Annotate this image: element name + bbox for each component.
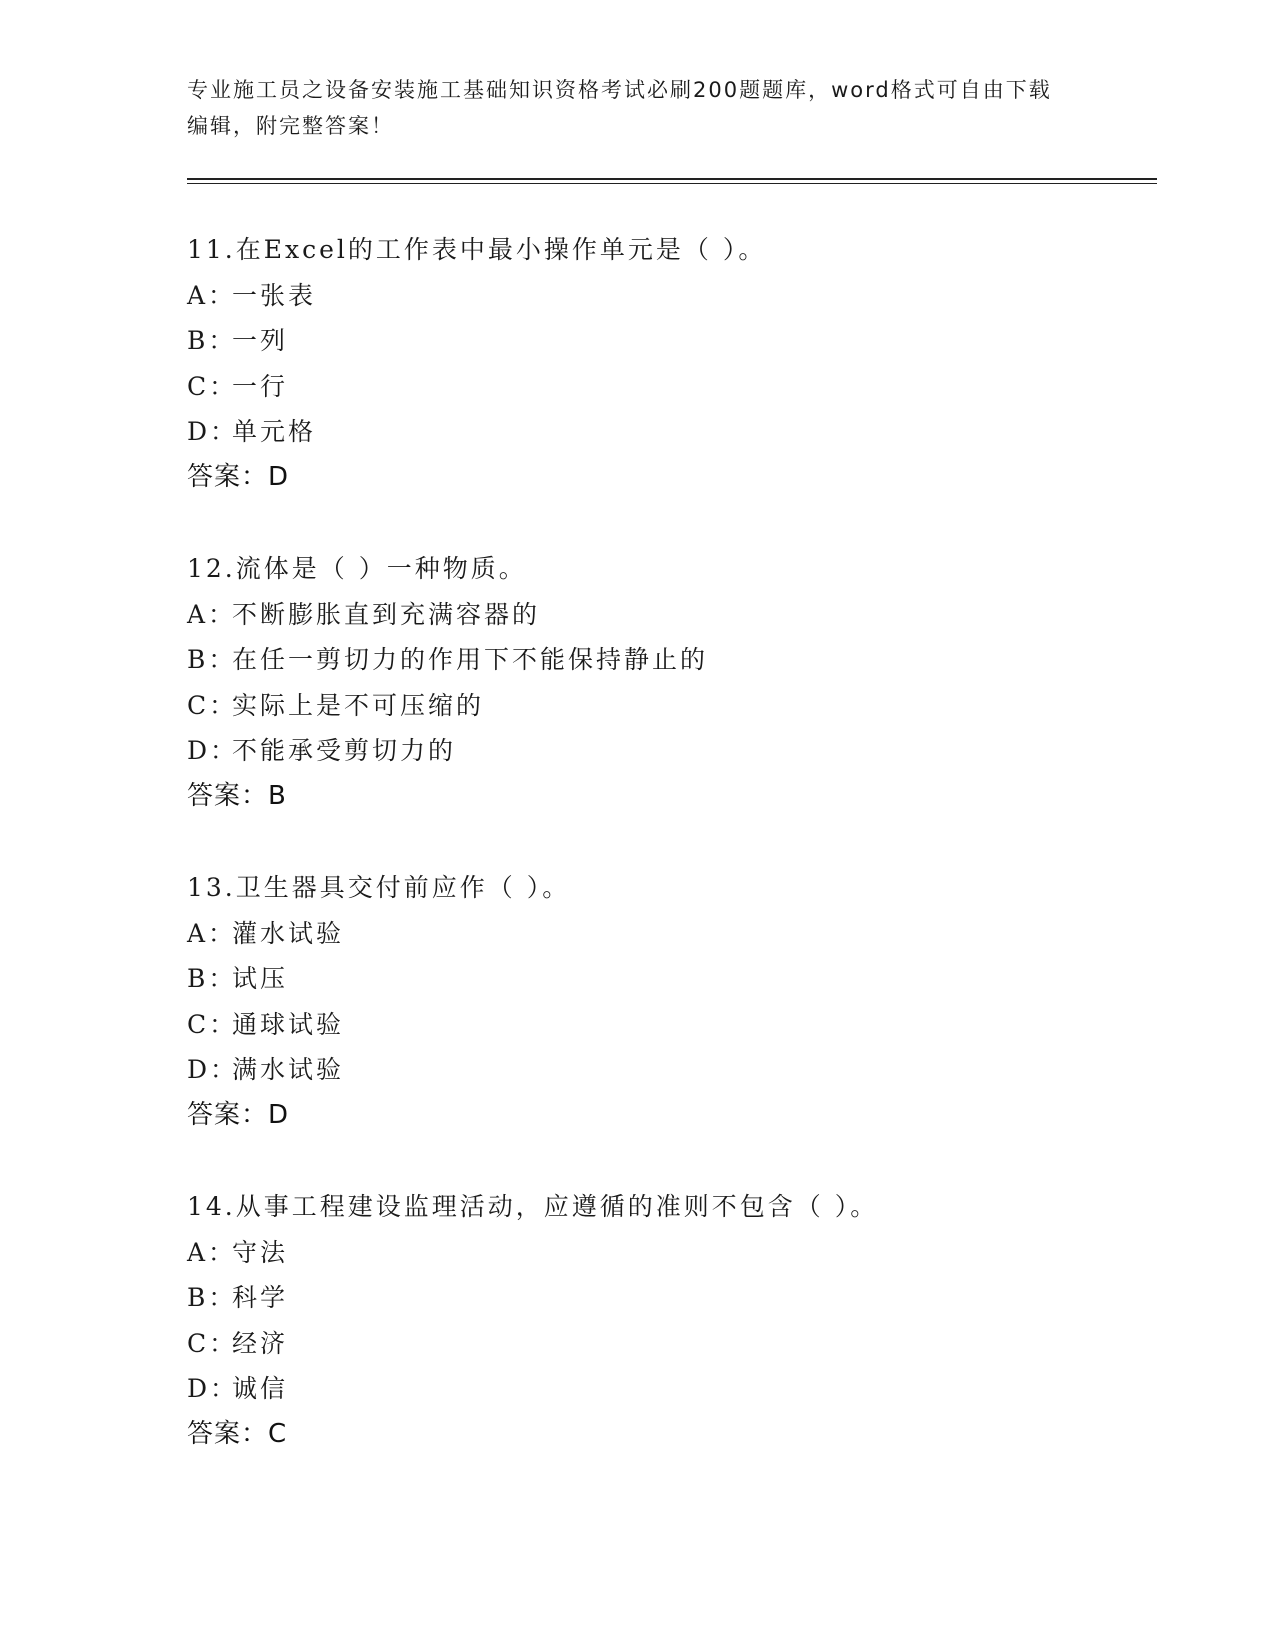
document-header: 专业施工员之设备安装施工基础知识资格考试必刷200题题库，word格式可自由下载编辑，附完整答案！	[187, 78, 1052, 138]
option-a	[187, 273, 1187, 319]
option-c	[187, 683, 1187, 729]
option-c	[187, 1002, 1187, 1048]
option-a	[187, 1230, 1187, 1276]
option-c	[187, 364, 1187, 410]
option-c	[187, 1321, 1187, 1367]
answer-line: 答案：D	[187, 1099, 290, 1130]
option-key: D：	[187, 736, 239, 765]
option-key: A：	[187, 918, 237, 948]
option-key: D：	[187, 1374, 239, 1403]
option-text: 不能承受剪切力的	[232, 736, 457, 765]
answer-line: 答案：D	[187, 461, 290, 492]
question-block	[187, 865, 1187, 1138]
option-key: A：	[187, 280, 237, 310]
option-text: 试压	[232, 964, 289, 993]
question-block	[187, 1184, 1187, 1457]
option-key: B：	[187, 326, 237, 355]
header-divider-thin	[187, 183, 1157, 184]
option-text: 满水试验	[232, 1055, 345, 1084]
option-text: 通球试验	[232, 1009, 345, 1039]
option-key: C：	[187, 1009, 238, 1039]
option-text: 灌水试验	[232, 918, 345, 948]
option-b	[187, 318, 1187, 364]
option-b	[187, 1275, 1187, 1321]
option-a	[187, 911, 1187, 957]
option-text: 科学	[232, 1283, 289, 1312]
option-d	[187, 409, 1187, 455]
option-key: D：	[187, 1055, 239, 1084]
question-title: 12.流体是（ ）一种物质。	[187, 554, 527, 583]
option-text: 一张表	[232, 280, 317, 310]
option-key: A：	[187, 1237, 237, 1267]
option-key: B：	[187, 645, 237, 674]
option-text: 单元格	[232, 417, 317, 446]
option-text: 不断膨胀直到充满容器的	[232, 599, 541, 629]
option-key: B：	[187, 964, 237, 993]
option-a	[187, 592, 1187, 638]
option-text: 守法	[232, 1237, 289, 1267]
option-key: A：	[187, 599, 237, 629]
question-title: 13.卫生器具交付前应作（ ）。	[187, 873, 571, 902]
option-key: B：	[187, 1283, 237, 1312]
answer-line: 答案：B	[187, 780, 287, 811]
option-text: 实际上是不可压缩的	[232, 690, 485, 720]
option-d	[187, 1047, 1187, 1093]
option-text: 一列	[232, 326, 289, 355]
option-key: C：	[187, 690, 238, 720]
option-text: 诚信	[232, 1374, 289, 1403]
option-key: C：	[187, 1328, 238, 1358]
option-d	[187, 1366, 1187, 1412]
question-block	[187, 227, 1187, 500]
option-d	[187, 728, 1187, 774]
header-divider-thick	[187, 178, 1157, 180]
question-title: 11.在Excel的工作表中最小操作单元是（ ）。	[187, 235, 767, 264]
question-block	[187, 546, 1187, 819]
question-title: 14.从事工程建设监理活动，应遵循的准则不包含（ ）。	[187, 1192, 879, 1221]
option-b	[187, 956, 1187, 1002]
option-b	[187, 637, 1187, 683]
option-text: 一行	[232, 371, 289, 401]
answer-line: 答案：C	[187, 1418, 288, 1449]
option-text: 经济	[232, 1328, 289, 1358]
option-key: C：	[187, 371, 238, 401]
option-text: 在任一剪切力的作用下不能保持静止的	[232, 645, 709, 674]
option-key: D：	[187, 417, 239, 446]
